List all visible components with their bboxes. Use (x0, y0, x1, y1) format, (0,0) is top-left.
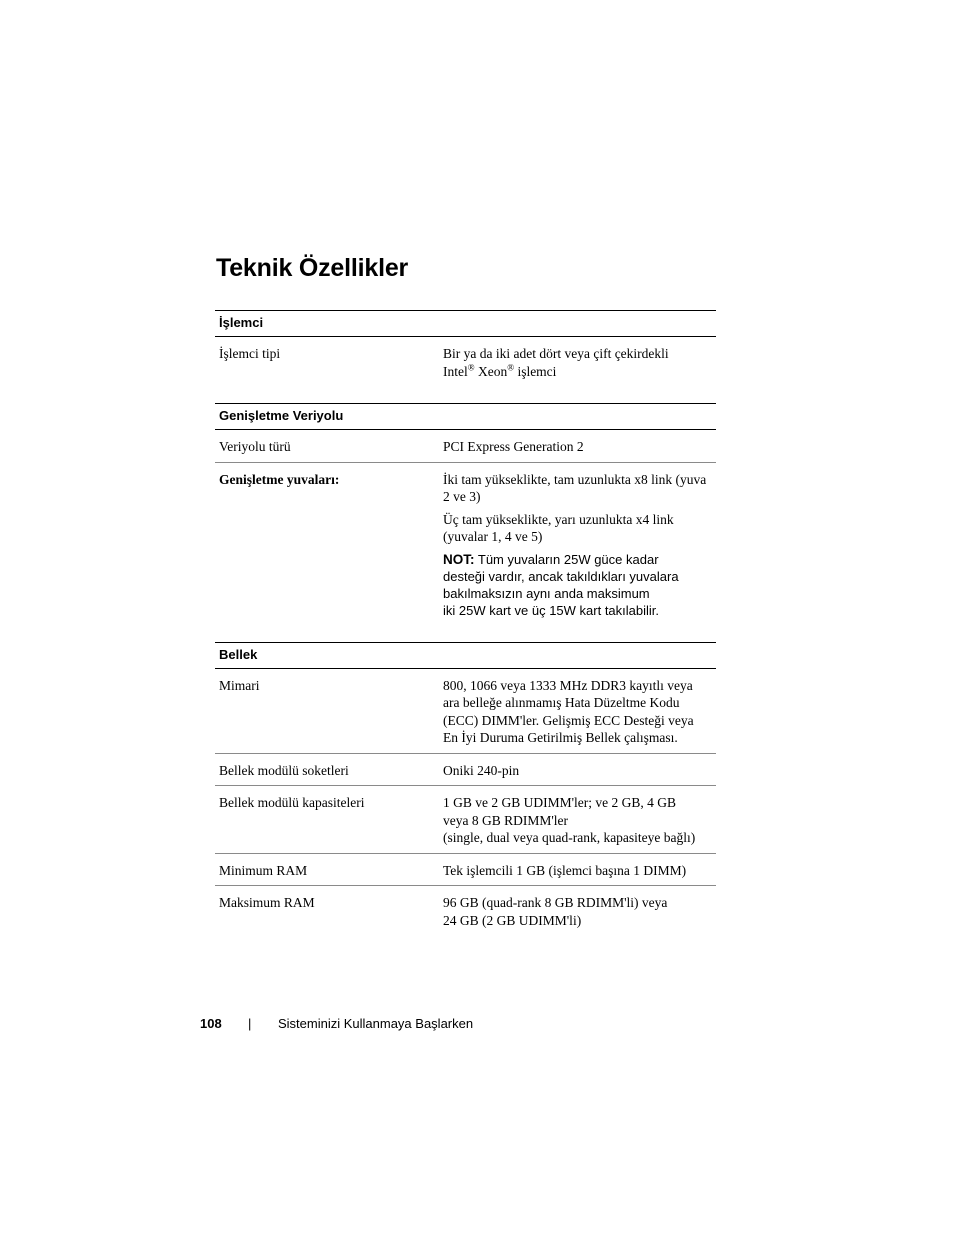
value-line: (ECC) DIMM'ler. Gelişmiş ECC Desteği veya (443, 712, 694, 728)
spec-label: İşlemci tipi (219, 346, 281, 361)
spec-row-memory-sockets (215, 754, 716, 787)
note-line: Tüm yuvaların 25W güce kadar (477, 551, 659, 567)
note-label: NOT: (443, 551, 475, 567)
spec-label: Bellek modülü soketleri (219, 762, 349, 778)
slots-value-full-height: İki tam yükseklikte, tam uzunlukta x8 link (yuva 2 ve 3) (443, 471, 707, 504)
footer-separator: | (248, 1016, 252, 1031)
spec-label: Veriyolu türü (219, 439, 291, 454)
spec-value: Oniki 240-pin (443, 762, 520, 778)
value-line: (single, dual veya quad-rank, kapasiteye bağlı) (443, 830, 696, 845)
spec-value (443, 886, 716, 935)
spec-row-expansion-slots (215, 463, 716, 625)
spec-label: Bellek modülü kapasiteleri (219, 795, 365, 810)
note-line: desteği vardır, ancak takıldıkları yuvalara (443, 568, 679, 584)
value-line: 800, 1066 veya 1333 MHz DDR3 kayıtlı veya (443, 677, 693, 693)
spec-value (443, 463, 716, 625)
value-line: 24 GB (2 GB UDIMM'li) (443, 912, 582, 928)
running-title: Sisteminizi Kullanmaya Başlarken (278, 1016, 474, 1031)
spec-value (443, 786, 716, 853)
section-heading-memory: Bellek (215, 642, 716, 669)
value-line: 1 GB ve 2 GB UDIMM'ler; ve 2 GB, 4 GB (443, 795, 677, 810)
intel-text: Intel (443, 363, 468, 379)
spec-label: Maksimum RAM (219, 895, 315, 910)
value-line: ara belleğe alınmamış Hata Düzeltme Kodu (443, 695, 680, 710)
slots-value-half-length: Üç tam yükseklikte, yarı uzunlukta x4 link (yuvalar 1, 4 ve 5) (443, 511, 674, 544)
note-line: iki 25W kart ve üç 15W kart takılabilir. (443, 602, 660, 618)
spec-value: PCI Express Generation 2 (443, 439, 584, 454)
value-line: 96 GB (quad-rank 8 GB RDIMM'li) veya (443, 895, 668, 910)
spec-label: Genişletme yuvaları: (219, 471, 340, 487)
value-line: En İyi Duruma Getirilmiş Bellek çalışması. (443, 730, 678, 745)
spec-value (443, 337, 716, 386)
spec-label: Mimari (219, 677, 260, 693)
page-title: Teknik Özellikler (216, 254, 409, 282)
value-line: veya 8 GB RDIMM'ler (443, 812, 569, 828)
spec-row-bus-type (215, 430, 716, 463)
spec-label: Minimum RAM (219, 862, 308, 878)
processor-type-line1: Bir ya da iki adet dört veya çift çekirdekli (443, 346, 669, 361)
page-number: 108 (200, 1016, 222, 1031)
spec-row-minimum-ram (215, 854, 716, 887)
spec-value: Tek işlemcili 1 GB (işlemci başına 1 DIMM) (443, 862, 687, 878)
spec-row-processor-type (215, 337, 716, 386)
spec-row-architecture (215, 669, 716, 754)
spec-row-maximum-ram (215, 886, 716, 935)
spec-row-memory-capacities (215, 786, 716, 854)
spec-value (443, 669, 716, 753)
processor-type-tail: işlemci (517, 363, 557, 379)
note-line: bakılmaksızın aynı anda maksimum (443, 585, 650, 601)
section-heading-processor: İşlemci (215, 311, 716, 337)
registered-mark: ® (467, 362, 475, 372)
registered-mark: ® (507, 362, 515, 372)
xeon-text: Xeon (477, 363, 508, 379)
spec-table (215, 310, 716, 935)
section-heading-expansion-bus: Genişletme Veriyolu (215, 403, 716, 430)
note-block (443, 551, 712, 619)
